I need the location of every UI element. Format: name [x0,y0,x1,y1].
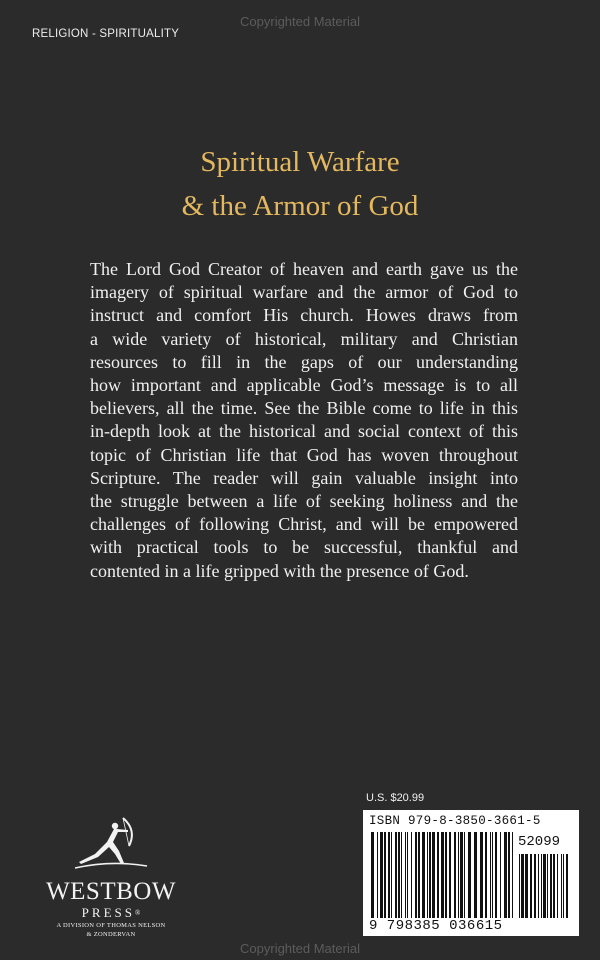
barcode-bar [538,854,539,918]
barcode-bar [547,854,548,918]
barcode-bar [521,854,524,918]
press-text: PRESS [81,905,135,920]
barcode-bar [441,832,444,918]
barcode-bar [454,832,456,918]
barcode-bar [429,832,431,918]
barcode-bar [432,832,435,918]
barcode-bar [557,854,558,918]
blurb-line: topic of Christian life that God has woven throughout [90,444,518,465]
category-label: RELIGION - SPIRITUALITY [32,28,180,40]
barcode-bar [490,832,491,918]
barcode-bar [405,832,406,918]
barcode-bar [534,854,536,918]
barcode-bar [480,832,483,918]
blurb-line: believers, all the time. See the Bible come to life in this [90,398,518,419]
publisher-division: A DIVISION OF THOMAS NELSON [56,922,166,929]
barcode-bar [512,832,513,918]
barcode-bar [485,832,487,918]
book-title [0,140,600,228]
addon-number: 52099 [518,834,561,850]
blurb-line: a wide variety of historical, military and Christian [90,328,518,349]
barcode-bar [380,832,383,918]
barcode-bar [541,854,542,918]
title-line-1: Spiritual Warfare [200,146,400,178]
blurb-line: resources to fill in the gaps of our understanding [90,351,518,372]
publisher-logo [26,812,196,939]
book-description [90,258,518,583]
blurb-line: with practical tools to be successful, thankful and [90,537,518,558]
barcode-bar [474,832,477,918]
publisher-press [26,905,196,921]
blurb-line: The Lord God Creator of heaven and earth gave us the [90,259,518,279]
barcode-bar [561,854,562,918]
barcode-bar [492,832,493,918]
price-label: U.S. $20.99 [366,792,425,804]
barcode-bar [445,832,447,918]
barcode-bar [504,832,507,918]
barcode-bar [508,832,510,918]
barcode-bar [525,854,528,918]
blurb-line: instruct and comfort His church. Howes draws from [90,305,518,326]
barcode-bar [519,854,520,918]
barcode-bar [464,832,465,918]
barcode-bar [437,832,439,918]
barcode-bar [384,832,386,918]
copyright-watermark-bottom: Copyrighted Material [240,941,360,956]
registered-mark: ® [134,909,141,917]
barcode-bar [550,854,552,918]
blurb-line: how important and applicable God’s message is to all [90,375,518,396]
barcode-bar [388,832,390,918]
blurb-line: contented in a life gripped with the presence of God. [90,560,469,581]
ean-number: 9 798385 036615 [369,918,503,934]
isbn-text: ISBN 979-8-3850-3661-5 [369,814,541,828]
barcode-bar [415,832,417,918]
barcode-bar [398,832,400,918]
barcode-bar [468,832,471,918]
barcode-bar [460,832,463,918]
barcode-bar [377,832,378,918]
barcode-box [363,810,579,936]
barcode-bar [500,832,501,918]
barcode-bar [563,854,564,918]
barcode-bar [566,854,568,918]
barcode-bar [530,854,532,918]
barcode-bar [418,832,420,918]
copyright-watermark-top: Copyrighted Material [240,14,360,29]
barcode-bar [543,854,546,918]
barcode-bar [401,832,402,918]
publisher-name: WESTBOW [46,878,176,905]
barcode-bar [407,832,408,918]
blurb-line: the struggle between a life of seeking holiness and the [90,491,518,512]
title-line-2: & the Armor of God [181,190,419,222]
blurb-line: imagery of spiritual warfare and the armor of God to [90,282,518,303]
blurb-line: challenges of following Christ, and will be empowered [90,514,518,535]
barcode-bar [495,832,497,918]
barcode-bar [553,854,555,918]
barcode-bar [427,832,428,918]
barcode-bar [449,832,451,918]
barcode-bar [458,832,459,918]
archer-icon [71,812,151,872]
blurb-line: Scripture. The reader will gain valuable insight into [90,467,518,488]
barcode-bar [371,832,374,918]
barcode-bar [395,832,397,918]
barcode-bar [391,832,392,918]
barcode-bar [411,832,412,918]
ean-barcode-bars [371,832,513,918]
addon-barcode-bars [519,854,571,918]
blurb-line: in-depth look at the historical and social context of this [90,421,518,442]
barcode-bar [422,832,425,918]
publisher-division-2: & ZONDERVAN [86,931,136,938]
